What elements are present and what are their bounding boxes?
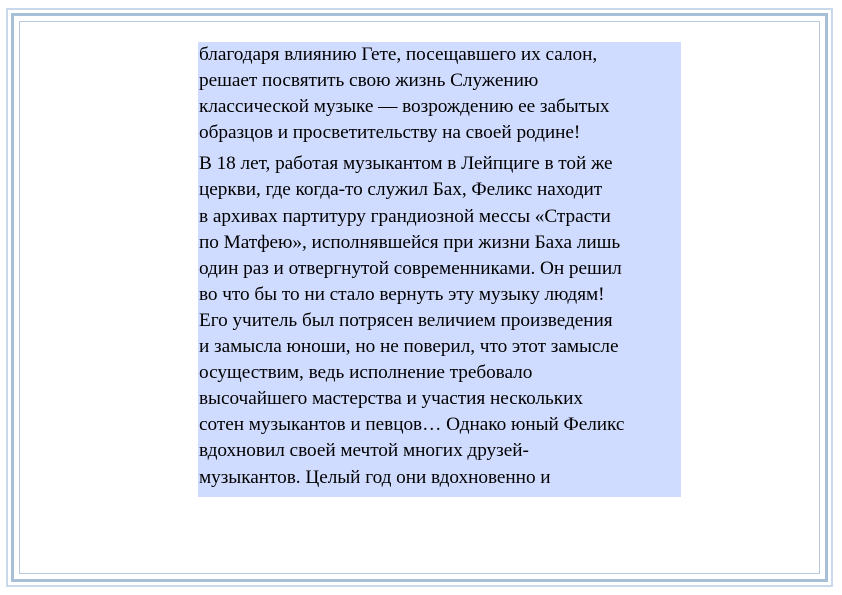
paragraph-2 bbox=[199, 151, 681, 490]
text-line: классической музыке — возрождению ее забытых bbox=[199, 96, 610, 118]
text-line: решает посвятить свою жизнь Служению bbox=[199, 70, 539, 92]
text-block bbox=[198, 42, 681, 497]
text-line: музыкантов. Целый год они вдохновенно и bbox=[199, 466, 551, 488]
text-line: один раз и отвергнутой современниками. Он решил bbox=[199, 257, 622, 279]
text-line: во что бы то ни стало вернуть эту музыку людям! bbox=[199, 283, 605, 305]
text-line: вдохновил своей мечтой многих друзей- bbox=[199, 440, 529, 462]
text-line: церкви, где когда-то служил Бах, Феликс находит bbox=[199, 179, 603, 201]
text-line: осуществим, ведь исполнение требовало bbox=[199, 362, 533, 384]
text-line: образцов и просветительству на своей родине! bbox=[199, 122, 581, 144]
text-line: высочайшего мастерства и участия нескольких bbox=[199, 388, 583, 410]
text-line: Его учитель был потрясен величием произведения bbox=[199, 309, 613, 331]
text-line: В 18 лет, работая музыкантом в Лейпциге в той же bbox=[199, 153, 613, 175]
text-line: в архивах партитуру грандиозной мессы «Страсти bbox=[199, 205, 611, 227]
text-line: благодаря влиянию Гете, посещавшего их салон, bbox=[199, 44, 598, 65]
text-line: сотен музыкантов и певцов… Однако юный Феликс bbox=[199, 414, 625, 436]
paragraph-1 bbox=[199, 42, 681, 146]
text-line: и замысла юноши, но не поверил, что этот замысле bbox=[199, 336, 619, 358]
text-line: по Матфею», исполнявшейся при жизни Баха лишь bbox=[199, 231, 621, 253]
